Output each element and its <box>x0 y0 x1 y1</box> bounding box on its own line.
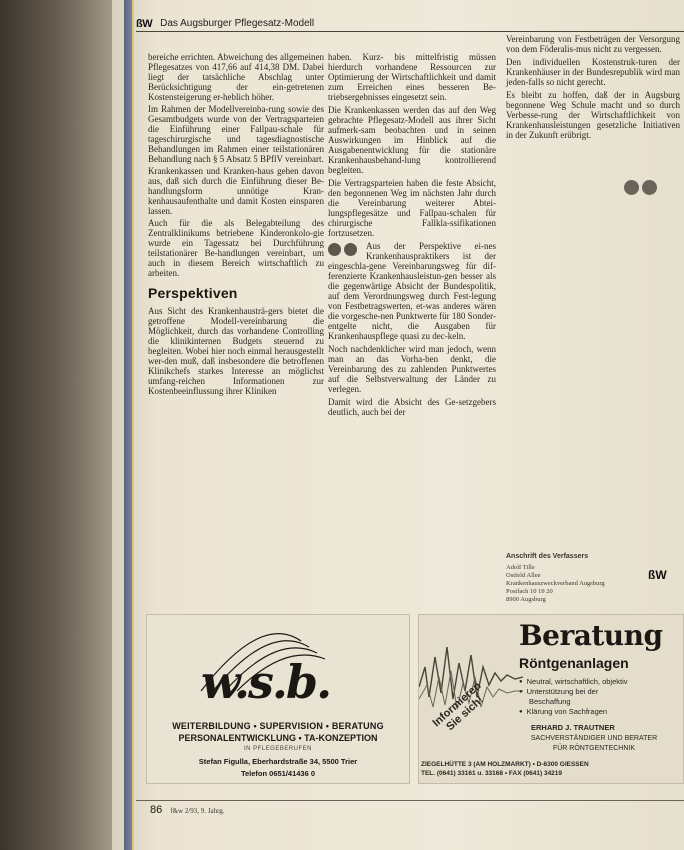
running-header <box>136 16 684 32</box>
wsb-services: WEITERBILDUNG • SUPERVISION • BERATUNG <box>172 721 384 731</box>
col2-paragraph <box>328 241 496 341</box>
wsb-tagline: IN PFLEGEBERUFEN <box>243 746 312 752</box>
column-1 <box>148 52 324 398</box>
wsb-logo: w.s.b. <box>201 655 331 709</box>
col2-paragraph: haben. Kurz- bis mittelfristig müssen hierdurch vorhandene Ressourcen zur Optimierung der Wirtschaftlichkeit und damit zum Erreichen eines besseren Be-triebsergebnisses eingesetzt sein. <box>328 52 496 102</box>
end-dots-icon <box>624 178 674 200</box>
address-title: Anschrift des Verfassers <box>506 553 589 560</box>
ad-address: ZIEGELHÜTTE 3 (AM HOLZMARKT) • D-6300 GIESSEN <box>421 761 589 768</box>
col2-paragraph: Die Vertragsparteien haben die feste Absicht, den begonnenen Weg im nächsten Jahr durch die Vereinbarung weiterer Abtei-lungspflegesätze und Fallpau-schalen für chirurgische Fallkla-ssifikationen fortzusetzen. <box>328 178 496 238</box>
wsb-phone: Telefon 0651/41436 0 <box>240 769 316 778</box>
ad-subtitle: Röntgenanlagen <box>519 655 629 671</box>
column-3 <box>506 34 680 143</box>
ad-feature: ● Neutral, wirtschaftlich, objektiv <box>519 677 628 687</box>
page-edge-band <box>124 0 132 850</box>
wsb-address: Stefan Figulla, Eberhardstraße 34, 5500 Trier <box>198 757 358 766</box>
col3-paragraph: Vereinbarung von Festbeträgen der Versorgung von dem Föderalis-mus nicht zu vergessen. <box>506 34 680 54</box>
col3-paragraph: Es bleibt zu hoffen, daß der in Augsburg begonnene Weg Schule macht und so durch Verbesse-rung der Wirtschaftlichkeit von Krankenhausleistungen gesetzliche Initiativen in der Zukunft erübrigt. <box>506 90 680 140</box>
ad-feature: ● Klärung von Sachfragen <box>519 707 628 717</box>
book-spine <box>0 0 112 850</box>
ad-feature: ● Unterstützung bei der <box>519 687 628 697</box>
col1-paragraph: Krankenkassen und Kranken-haus gehen davon aus, daß sich durch die Einführung dieser Be-handlungsform unnötige Kran-kenhausaufenthalte und damit Kosten einsparen lassen. <box>148 166 324 216</box>
footer-divider <box>136 800 684 801</box>
col3-paragraph: Den individuellen Kostenstruk-turen der Krankenhäuser in der Bundesrepublik wird man jeden-falls so nicht gerecht. <box>506 57 680 87</box>
roentgen-advertisement <box>418 614 684 784</box>
ad-phone: TEL. (0641) 33161 u. 33168 • FAX (0641) 34219 <box>421 770 563 777</box>
col2-paragraph: Damit wird die Absicht des Ge-setzgebers deutlich, auch bei der <box>328 397 496 417</box>
col2-paragraph-text: Aus der Perspektive ei-nes Krankenhauspraktikers ist der eingeschla-gene Vereinbarungsweg für dif-ferenzierte Krankenhausleistun-gen besser als die gegenwärtige Absicht der Bundespolitik, auf dem Verordnungsweg durch Fest-legung von Festbetragswerten, et-was anderes wären die vorgesche-nen Punktwerte für 180 Sonder-entgelte nicht, die Ausgaben für Krankenhauspflege quasi zu dec-keln. <box>328 241 496 341</box>
address-line: Postfach 10 19 20 <box>506 588 553 595</box>
ad-features <box>519 677 628 717</box>
header-title: Das Augsburger Pflegesatz-Modell <box>160 18 315 29</box>
page-footer <box>150 804 225 816</box>
header-logo: ßW <box>136 17 153 30</box>
col2-paragraph: Noch nachdenklicher wird man jedoch, wenn man an das Vorha-ben denkt, die Vereinbarung des zu zahlenden Punktwertes auf die Selbstverwaltung der Länder zu verlegen. <box>328 344 496 394</box>
ad-role: FÜR RÖNTGENTECHNIK <box>552 745 636 752</box>
address-line: Ostfeld Allee <box>506 572 541 579</box>
section-heading: Perspektiven <box>148 285 238 301</box>
col1-paragraph: Auch für die als Belegabteilung des Zentralklinikums betriebene Kinderonkolo-gie wurde ein Tagessatz bei Durchführung teilstationärer Be-handlungen vereinbart, um auch in diesem Bereich wirtschaftlich zu arbeiten. <box>148 218 324 278</box>
wsb-advertisement <box>146 614 410 784</box>
col2-paragraph: Die Krankenkassen werden das auf den Weg gebrachte Pflegesatz-Modell aus ihrer Sicht aufmerk-sam beobachten und in seinen Auswirkungen im Hinblick auf die Ausgabenentwicklung für die stationäre Krankenhausbehand-lung kontrollierend begleiten. <box>328 105 496 175</box>
bullet-dots-icon <box>328 241 362 259</box>
col1-paragraph: bereiche errichten. Abweichung des allgemeinen Pflegesatzes von 417,66 auf 414,38 DM. Dabei liegt der tatsächliche Abschlag unter Berücksichtigung der ein-getretenen Kostensteigerung er-heblich höher. <box>148 52 324 102</box>
page-edge-stripe <box>132 0 134 850</box>
col1-paragraph: Aus Sicht des Krankenhausträ-gers bietet die getroffene Modell-vereinbarung die Möglichkeit, durch das vorhandene Controlling die klinikinternen Budgets steuernd zu begleiten. Wobei hier noch einmal herausgestellt wer-den muß, daß insbesondere die betroffenen Klinikchefs starkes Interesse an möglichst umfang-reichen Informationen zur Kostenbeeinflussung ihrer Kliniken <box>148 306 324 396</box>
page-number: 86 <box>150 804 163 816</box>
ad-name: ERHARD J. TRAUTNER <box>531 723 615 732</box>
col1-paragraph: Im Rahmen der Modellvereinba-rung sowie des Gesamtbudgets wurde von der Vertragsparteien die Einführung einer Fallpau-schale für tageschirurgische und tagesdiagnostische Behandlungen im Rahmen einer teilstationären Behandlung nach § 5 Absatz 5 BPflV vereinbart. <box>148 104 324 164</box>
address-line: Adolf Tille <box>506 564 535 571</box>
ad-role: SACHVERSTÄNDIGER UND BERATER <box>530 735 658 742</box>
journal-info: f&w 2/93, 9. Jahrg. <box>170 807 225 815</box>
ad-feature: Beschaffung <box>529 697 571 706</box>
address-line: 8900 Augsburg <box>506 596 546 603</box>
ad-stamp: Informieren Sie sich! <box>430 679 486 734</box>
ad-title: Beratung <box>519 619 663 652</box>
address-logo: ßW <box>648 568 667 582</box>
column-2 <box>328 52 496 420</box>
wsb-services: PERSONALENTWICKLUNG • TA-KONZEPTION <box>178 733 378 743</box>
address-line: Krankenhauszweckverband Augsburg <box>506 580 605 587</box>
